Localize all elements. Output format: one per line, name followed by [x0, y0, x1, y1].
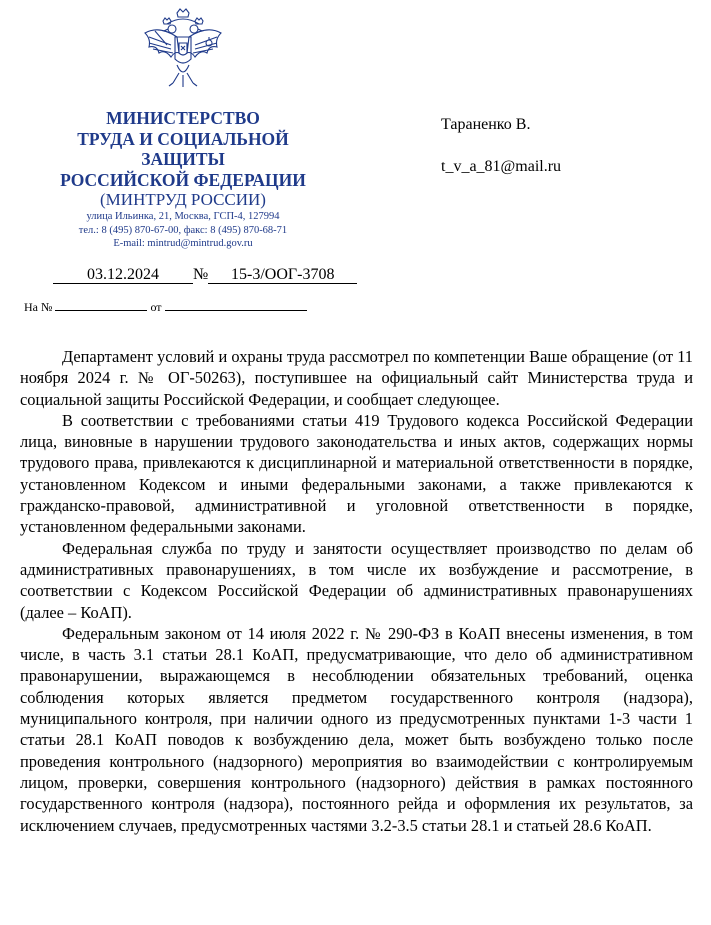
ministry-name-line: ЗАЩИТЫ — [141, 149, 225, 169]
body-paragraph: В соответствии с требованиями статьи 419 Трудового кодекса Российской Федерации лица, виновные в нарушении трудового законодательства и иных актов, содержащих нормы трудового права, привлекаются к дисциплинарной и материальной ответственности в порядке, установленном Кодексом и иными федеральными законами, а также привлекаются к гражданско-правовой, административной и уголовной ответственности в порядке, установленном федеральными законами. — [20, 410, 693, 537]
reply-number-label: На № — [24, 300, 53, 314]
reply-date-blank — [165, 300, 307, 311]
body-paragraph: Департамент условий и охраны труда рассмотрел по компетенции Ваше обращение (от 11 ноября 2024 г. № ОГ-50263), поступившее на официальный сайт Министерства труда и социальной защиты Российской Федерации, и сообщает следующее. — [20, 347, 693, 409]
registration-date: 03.12.2024 — [53, 266, 193, 284]
reply-from-label: от — [150, 300, 162, 314]
registration-line — [53, 266, 357, 284]
ministry-short-name: (МИНТРУД РОССИИ) — [100, 190, 266, 209]
coat-of-arms-icon — [141, 7, 225, 98]
recipient-name: Тараненко В. — [441, 116, 531, 133]
letter-body — [20, 346, 693, 836]
body-paragraph: Федеральная служба по труду и занятости осуществляет производство по делам об административных правонарушениях, в том числе их возбуждение и рассмотрение, в соответствии с Кодексом Российской Федерации об административных правонарушениях (далее – КоАП). — [20, 538, 693, 622]
ministry-email: E-mail: mintrud@mintrud.gov.ru — [113, 238, 253, 249]
body-paragraph: Федеральным законом от 14 июля 2022 г. № 290-ФЗ в КоАП внесены изменения, в том числе, в часть 3.1 статьи 28.1 КоАП, предусматривающие, что дело об административном правонарушении, выражающемся в несоблюдении обязательных требований, оценка соблюдения которых является предметом государственного контроля (надзора), муниципального контроля, при наличии одного из предусмотренных пунктами 1-3 части 1 статьи 28.1 КоАП поводов к возбуждению дела, может быть возбуждено только после проведения контрольного (надзорного) мероприятия во взаимодействии с контролируемым лицом, проверки, совершения контрольного (надзорного) действия в рамках постоянного государственного контроля (надзора), постоянного рейда и оформления их результатов, за исключением случаев, предусмотренных частями 3.2-3.5 статьи 28.1 и статьей 28.6 КоАП. — [20, 623, 693, 835]
ministry-name-line: МИНИСТЕРСТВО — [106, 108, 260, 128]
registration-number: 15-3/ООГ-3708 — [208, 266, 357, 284]
recipient-block — [441, 114, 561, 178]
recipient-email: t_v_a_81@mail.ru — [441, 158, 562, 175]
ministry-address: улица Ильинка, 21, Москва, ГСП-4, 127994 — [86, 211, 280, 222]
ministry-phones: тел.: 8 (495) 870-67-00, факс: 8 (495) 870-68-71 — [78, 224, 288, 236]
ministry-name-line: РОССИЙСКОЙ ФЕДЕРАЦИИ — [60, 169, 306, 190]
number-sign: № — [193, 266, 209, 283]
reply-number-blank — [55, 300, 147, 311]
reply-to-line — [24, 300, 307, 315]
ministry-name-line: ТРУДА И СОЦИАЛЬНОЙ — [77, 128, 289, 149]
ministry-header — [40, 108, 326, 251]
